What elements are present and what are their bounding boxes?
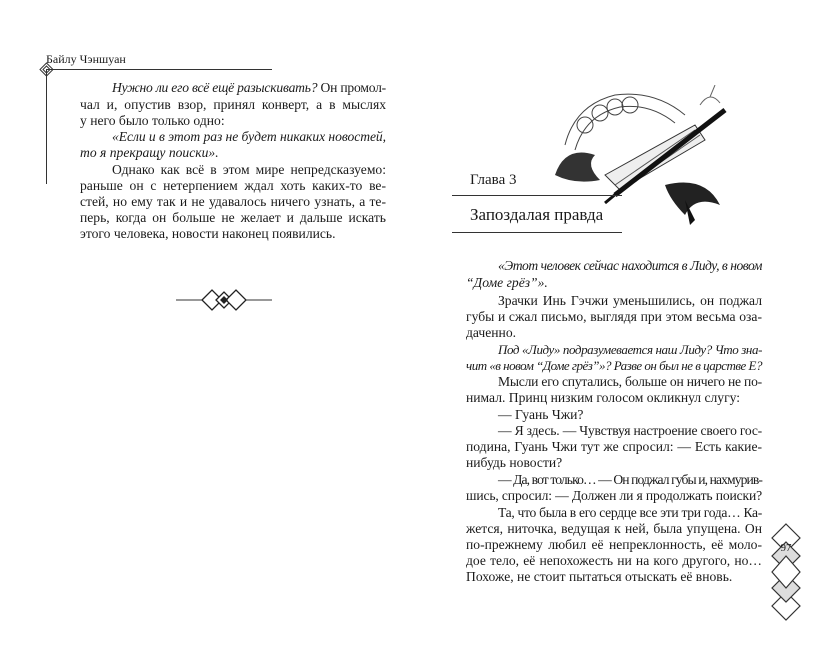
- text-line: жется, ниточка, ведущая к ней, была упущена. Он: [466, 521, 762, 536]
- text-line: “Доме грёз”».: [466, 275, 548, 290]
- chapter-title: Запоздалая правда: [470, 205, 604, 224]
- text-line: — Гуань Чжи?: [498, 407, 584, 422]
- text-line: нибудь новости?: [466, 455, 563, 470]
- text-line: нимал. Принц низким голосом окликнул слугу:: [466, 390, 741, 405]
- text-line: чит «в новом “Доме грёз”»? Разве он был не в царстве Е?: [466, 358, 762, 373]
- text-line: перь, когда он больше не желает и дальше искать: [80, 210, 386, 225]
- header-rule: [46, 69, 272, 70]
- diamond-ornament-icon: [39, 62, 54, 77]
- text-line: чал и, опустив взор, принял конверт, а в мыслях: [80, 97, 386, 112]
- text-line: дое тело, её непохожесть ни на кого другого, но…: [466, 553, 762, 568]
- running-header: Байлу Чэншуан: [46, 52, 126, 66]
- text-fragment: Он промол-: [317, 80, 386, 95]
- text-line: «Этот человек сейчас находится в Лиду, в новом: [498, 258, 762, 273]
- text-line: Однако как всё в этом мире непредсказуемо:: [112, 162, 386, 177]
- text-line: Под «Лиду» подразумевается наш Лиду? Что зна-: [498, 342, 762, 357]
- text-line: даченно.: [466, 325, 517, 340]
- section-divider-ornament-icon: [176, 288, 272, 312]
- page-number-ornament-icon: [770, 522, 802, 622]
- text-line: раньше он с нетерпением ждал хоть каких-то ве-: [80, 178, 386, 193]
- text-line: шись, спросил: — Должен ли я продолжать поиски?: [466, 488, 762, 503]
- text-line: то я прекращу поиски».: [80, 145, 219, 160]
- chapter-number: Глава 3: [470, 172, 517, 188]
- margin-rule: [46, 69, 47, 184]
- text-line: у него было только одно:: [80, 113, 225, 128]
- text-line: Мысли его спутались, больше он ничего не по-: [498, 374, 762, 389]
- text-line: Та, что была в его сердце все эти три года… Ка-: [498, 505, 762, 520]
- text-line: Похоже, не стоит пытаться отыскать её вновь.: [466, 569, 733, 584]
- text-line: — Да, вот только… — Он поджал губы и, нахмурив-: [498, 472, 762, 487]
- chapter-rule: [452, 195, 622, 196]
- text-line: «Если и в этот раз не будет никаких новостей,: [112, 129, 386, 144]
- text-line: по-прежнему любил её непреклонность, её моло-: [466, 537, 762, 552]
- text-line: — Я здесь. — Чувствуя настроение своего гос-: [498, 423, 763, 438]
- text-line: подина, Гуань Чжи тут же спросил: — Есть какие-: [466, 439, 762, 454]
- text-line: Зрачки Инь Гэчжи уменьшились, он поджал: [498, 293, 762, 308]
- chapter-rule: [452, 232, 622, 233]
- page-number: 97: [780, 542, 792, 554]
- italic-phrase: Нужно ли его всё ещё разыскивать?: [112, 80, 318, 95]
- text-line: [80, 80, 386, 96]
- text-line: губы и сжал письмо, выглядя при этом весьма оза-: [466, 309, 762, 324]
- text-line: этого человека, новости наконец появились.: [80, 226, 336, 241]
- text-line: стей, но ему так и не удавалось ничего узнать, а те-: [80, 194, 386, 209]
